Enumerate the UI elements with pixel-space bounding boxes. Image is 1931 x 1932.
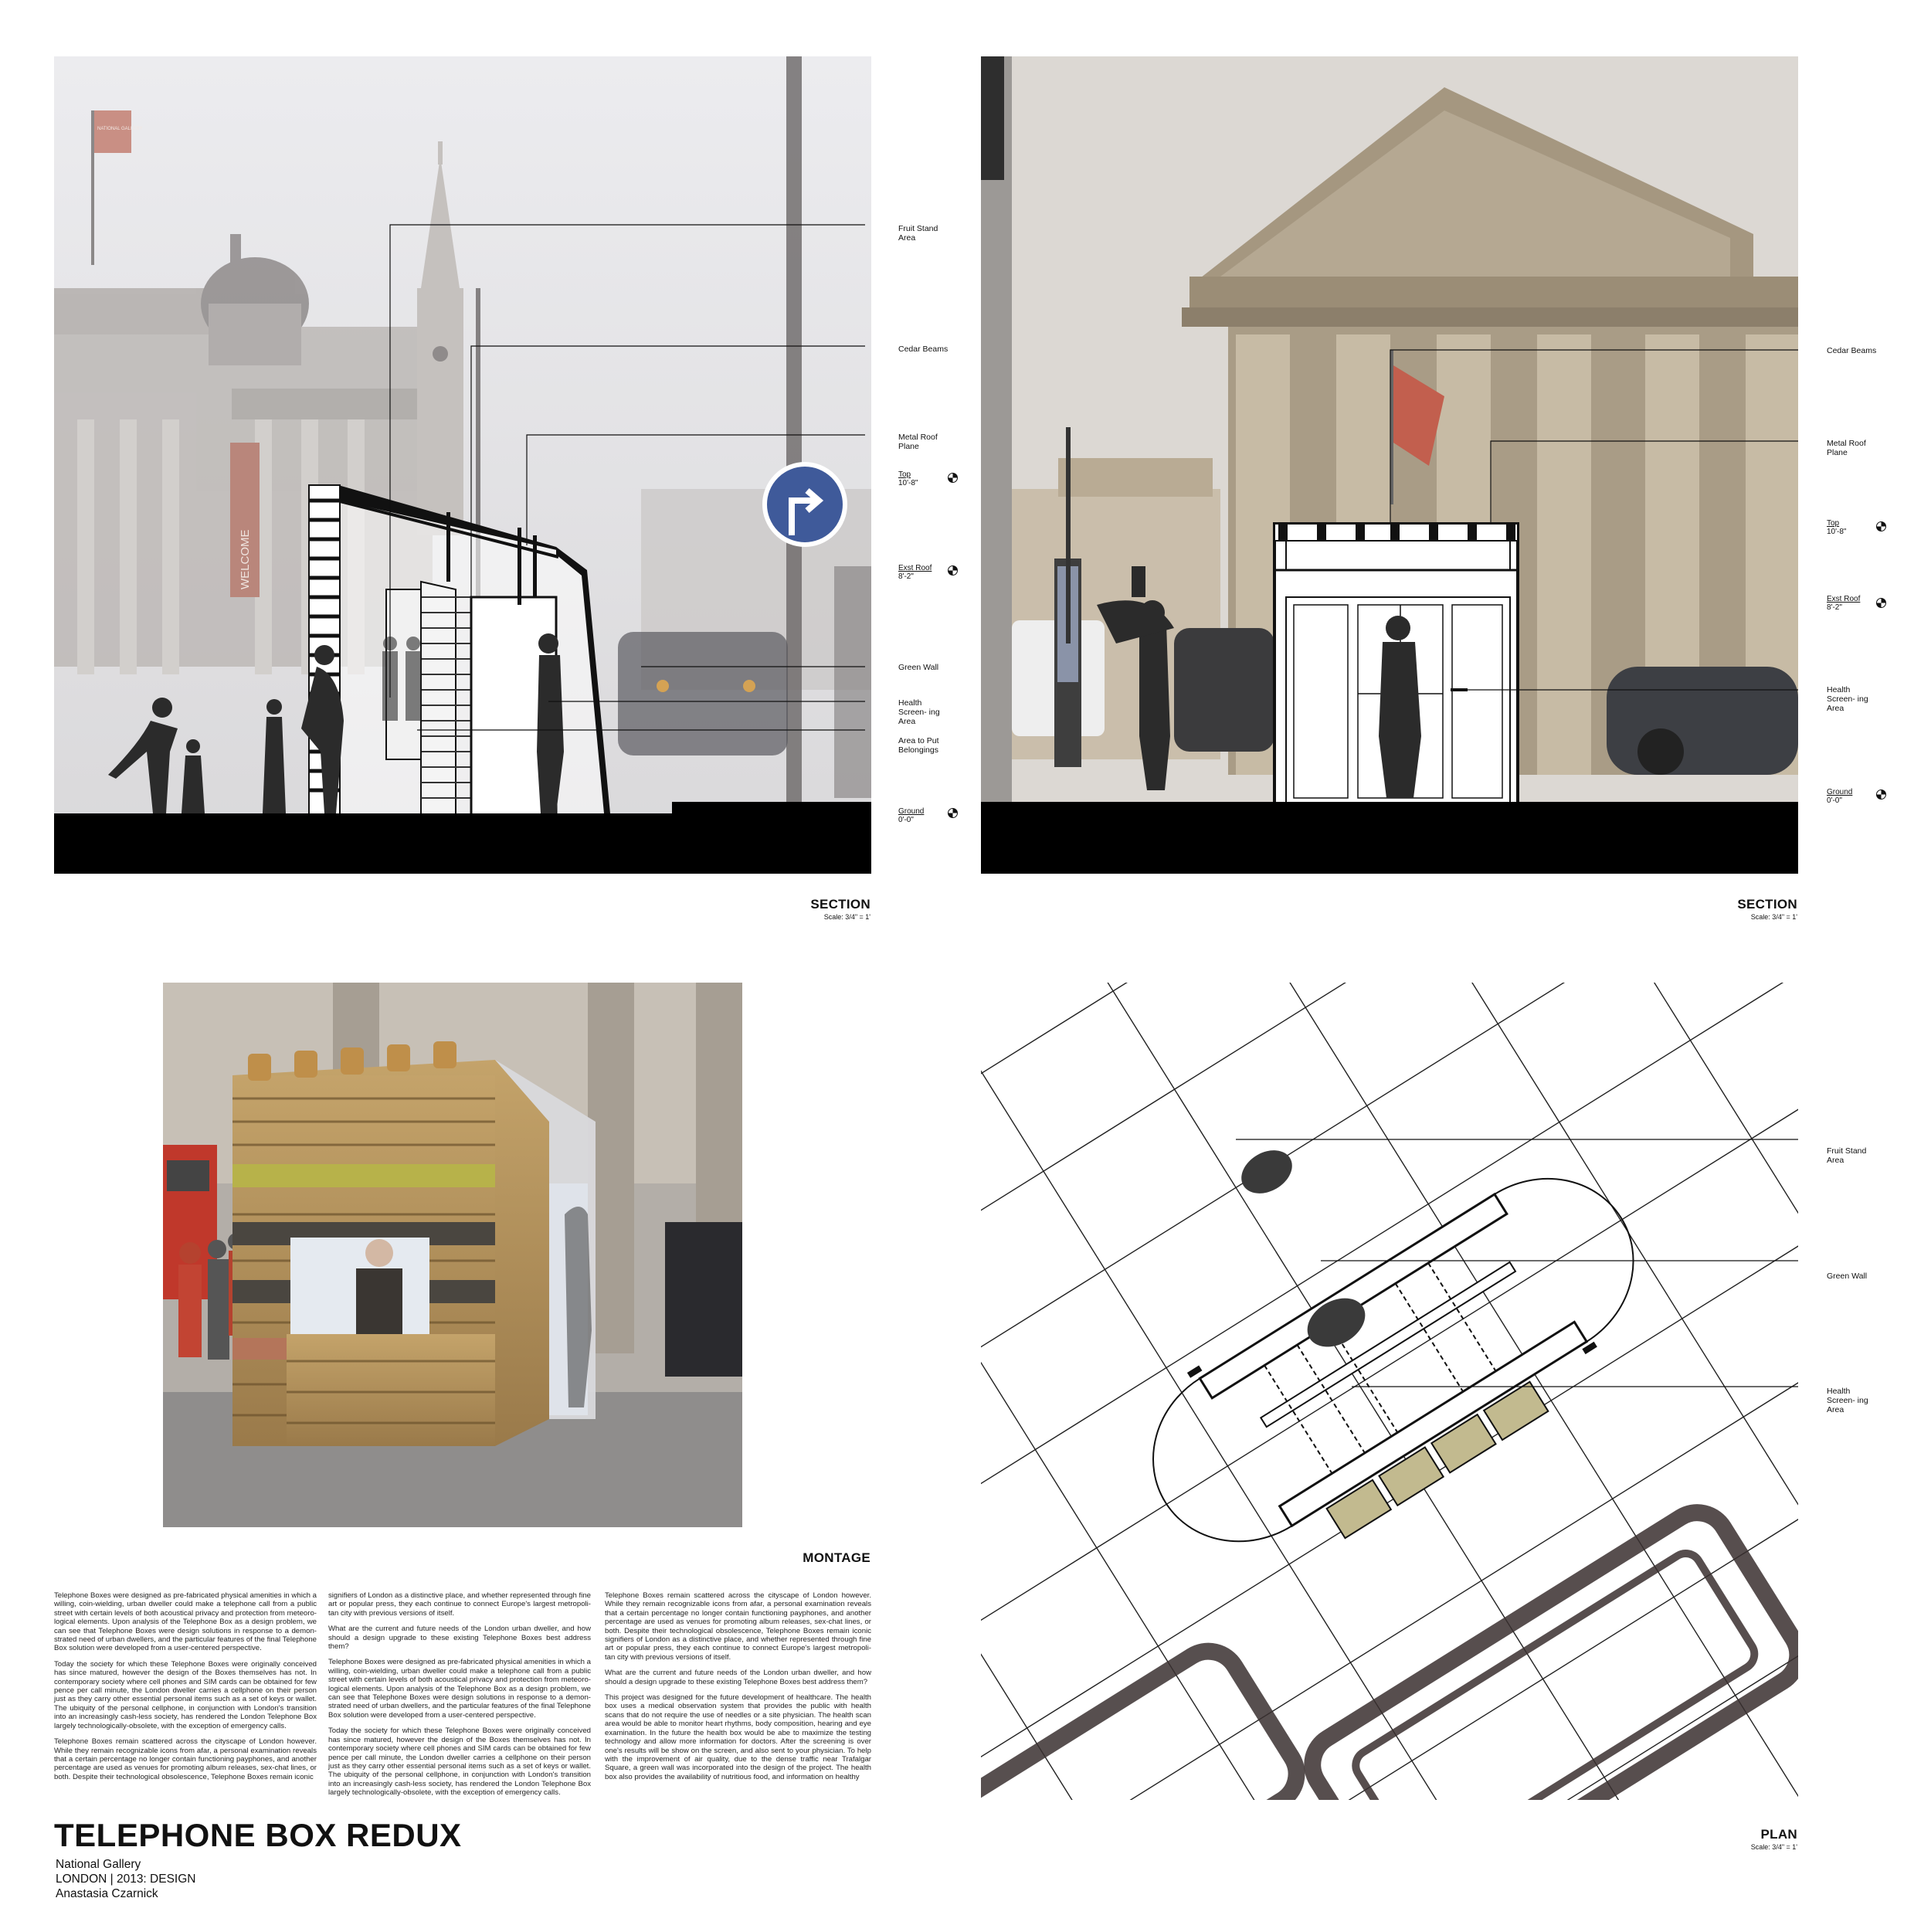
paragraph: Telephone Boxes remain scattered across the cityscape of London however. While they remain recognizable icons from afar, a personal examination reveals that a certain percentage no longer contain functioning payphones, and another percentage are used as venues for promoting album releases, sex-chat lines, or both. Despite their technological obsolescence, Telephone Boxes remain iconic signifiers of London as a distinctive place, and whether represented through fine art or popular press, they each continue to connect Europe's largest metropoli-tan city with previous versions of itself. <box>605 1591 871 1662</box>
level-roof-left <box>898 564 932 581</box>
project-line: LONDON | 2013: DESIGN <box>56 1873 196 1886</box>
plan-scale: Scale: 3/4" = 1' <box>1750 1843 1797 1851</box>
section-right-caption: SECTION <box>1737 897 1797 912</box>
body-text-column-1 <box>54 1591 317 1788</box>
section-right-panel <box>981 56 1798 874</box>
section-left-scale: Scale: 3/4" = 1' <box>823 913 870 921</box>
callout-fruit-stand: Fruit Stand Area <box>1827 1146 1867 1165</box>
callout-health-screening: Health Screen- ing Area <box>1827 1387 1868 1414</box>
level-top-right <box>1827 519 1846 536</box>
project-title: TELEPHONE BOX REDUX <box>54 1817 462 1853</box>
paragraph: Today the society for which these Telephone Boxes were originally conceived has since matured, however the design of the Boxes themselves has not. In contemporary society where cell phones and SIM cards can be obtained for few pence per call minute, the London dweller carries a cellphone on their person just as they carry other essential personal items such as a set of keys or wallet. The ubiquity of the personal cellphone, in conjunction with London's transition into an increasingly cash-less society, has rendered the London Telephone Box largely technologically-obsolete, with the exception of emergency calls. <box>54 1659 317 1730</box>
callout-health-screening: Health Screen- ing Area <box>898 698 940 726</box>
fruit-row <box>232 1164 495 1187</box>
level-value: 10'-8" <box>898 479 918 487</box>
callout-green-wall: Green Wall <box>898 663 939 672</box>
taxi <box>618 632 788 755</box>
flag-pole <box>91 110 94 265</box>
flag <box>94 110 131 153</box>
car <box>1607 667 1798 775</box>
datum-marker-icon <box>1876 598 1886 608</box>
body-text-column-2 <box>328 1591 591 1805</box>
level-name: Exst Roof <box>1827 595 1861 603</box>
level-value: 8'-2" <box>1827 603 1842 612</box>
callout-metal-roof: Metal Roof Plane <box>898 433 938 451</box>
plan-drawing <box>981 983 1798 1800</box>
level-value: 8'-2" <box>898 572 914 581</box>
tall-pole <box>786 56 802 829</box>
paragraph: Today the society for which these Telephone Boxes were originally conceived has since matured, however the design of the Boxes themselves has not. In contemporary society where cell phones and SIM cards can be obtained for few pence per call minute, the London dweller carries a cellphone on their person just as they carry other essential personal items such as a set of keys or wallet. The ubiquity of the personal cellphone, in conjunction with London's transition into an increasingly cash-less society, has rendered the London Telephone Box largely technologically-obsolete, with the exception of emergency calls. <box>328 1727 591 1798</box>
level-name: Top <box>1827 519 1840 528</box>
taxi <box>1174 628 1274 752</box>
datum-marker-icon <box>948 565 958 576</box>
ground-slab <box>54 813 871 874</box>
callout-cedar-beams: Cedar Beams <box>898 345 949 354</box>
paragraph: This project was designed for the future development of healthcare. The health box uses a medical observation system that provides the public with health scans that do not require the use of needles or a site physician. The health scan area would be able to monitor heart rhythms, body composition, hearing and eye examination. In the future the health box would be abe to maximize the testing technology and allow more information for doctors. After the screening is over one's results will be show on the screen, and also sent to your physician. To help with the improvement of air quality, due to the dense traffic near Trafalgar Square, a green wall was incorporated into the design of the project. The health box also provides the availability of nutritious food, and information on healthy <box>605 1693 871 1781</box>
section-left-caption: SECTION <box>810 897 870 912</box>
level-value: 0'-0" <box>1827 796 1842 805</box>
project-author: Anastasia Czarnick <box>56 1887 158 1900</box>
level-ground-right <box>1827 788 1852 805</box>
paragraph: Telephone Boxes remain scattered across the cityscape of London however. While they remain recognizable icons from afar, a personal examination reveals that a certain percentage no longer contain functioning payphones, and another percentage are used as venues for promoting album releases, sex-chat lines, or both. Despite their technological obsolescence, Telephone Boxes remain iconic <box>54 1737 317 1781</box>
callout-metal-roof: Metal Roof Plane <box>1827 439 1866 457</box>
paragraph: Telephone Boxes were designed as pre-fabricated physical amenities in which a willing, coin-wielding, urban dweller could make a telephone call from a public street with certain levels of both acoustical privacy and protection from meteoro-logical elements. Upon analysis of the Telephone Box as a design problem, we can see that Telephone Boxes were design solutions in response to a demon-strated need of urban dwellers, and the particular features of the final Telephone Box solution were developed from a user-centered perspective. <box>54 1591 317 1653</box>
paragraph: What are the current and future needs of the London urban dweller, and how should a design upgrade to these existing Telephone Boxes best address them? <box>328 1625 591 1652</box>
flag-text: NATIONAL GALLERY <box>97 127 143 131</box>
level-ground-left <box>898 807 924 824</box>
datum-marker-icon <box>1876 789 1886 800</box>
datum-marker-icon <box>948 473 958 483</box>
montage-render <box>163 983 742 1527</box>
level-name: Exst Roof <box>898 564 932 572</box>
level-value: 10'-8" <box>1827 528 1847 536</box>
level-value: 0'-0" <box>898 816 914 824</box>
road-sign-icon <box>765 464 845 545</box>
level-name: Top <box>898 470 911 479</box>
paragraph: signifiers of London as a distinctive place, and whether represented through fine art or popular press, they each continue to connect Europe's largest metropoli-tan city with previous versions of itself. <box>328 1591 591 1618</box>
plan-caption: PLAN <box>1760 1827 1797 1842</box>
callout-health-screening: Health Screen- ing Area <box>1827 685 1868 713</box>
level-name: Ground <box>1827 788 1853 796</box>
datum-marker-icon <box>948 808 958 818</box>
welcome-banner-text: WELCOME <box>239 529 252 589</box>
section-right-drawing <box>981 56 1798 874</box>
level-name: Ground <box>898 807 925 816</box>
project-location: National Gallery <box>56 1858 141 1871</box>
body-text-column-3 <box>605 1591 871 1788</box>
level-roof-right <box>1827 595 1860 612</box>
section-left-drawing <box>54 56 871 874</box>
section-right-scale: Scale: 3/4" = 1' <box>1750 913 1797 921</box>
plan-panel <box>981 983 1798 1800</box>
montage-panel <box>163 983 742 1527</box>
paragraph: What are the current and future needs of the London urban dweller, and how should a design upgrade to these existing Telephone Boxes best address them? <box>605 1669 871 1686</box>
black-car <box>665 1222 742 1377</box>
callout-green-wall: Green Wall <box>1827 1272 1868 1281</box>
callout-cedar-beams: Cedar Beams <box>1827 346 1877 355</box>
callout-fruit-stand: Fruit Stand Area <box>898 224 938 243</box>
montage-caption: MONTAGE <box>803 1550 870 1565</box>
callout-belongings: Area to Put Belongings <box>898 736 939 755</box>
level-top-left <box>898 470 918 487</box>
section-left-panel <box>54 56 871 874</box>
paragraph: Telephone Boxes were designed as pre-fabricated physical amenities in which a willing, coin-wielding, urban dweller could make a telephone call from a public street with certain levels of both acoustical privacy and protection from meteoro-logical elements. Upon analysis of the Telephone Box as a design problem, we can see that Telephone Boxes were design solutions in response to a demon-strated need of urban dwellers, and the particular features of the final Telephone Box solution were developed from a user-centered perspective. <box>328 1658 591 1720</box>
datum-marker-icon <box>1876 521 1886 531</box>
